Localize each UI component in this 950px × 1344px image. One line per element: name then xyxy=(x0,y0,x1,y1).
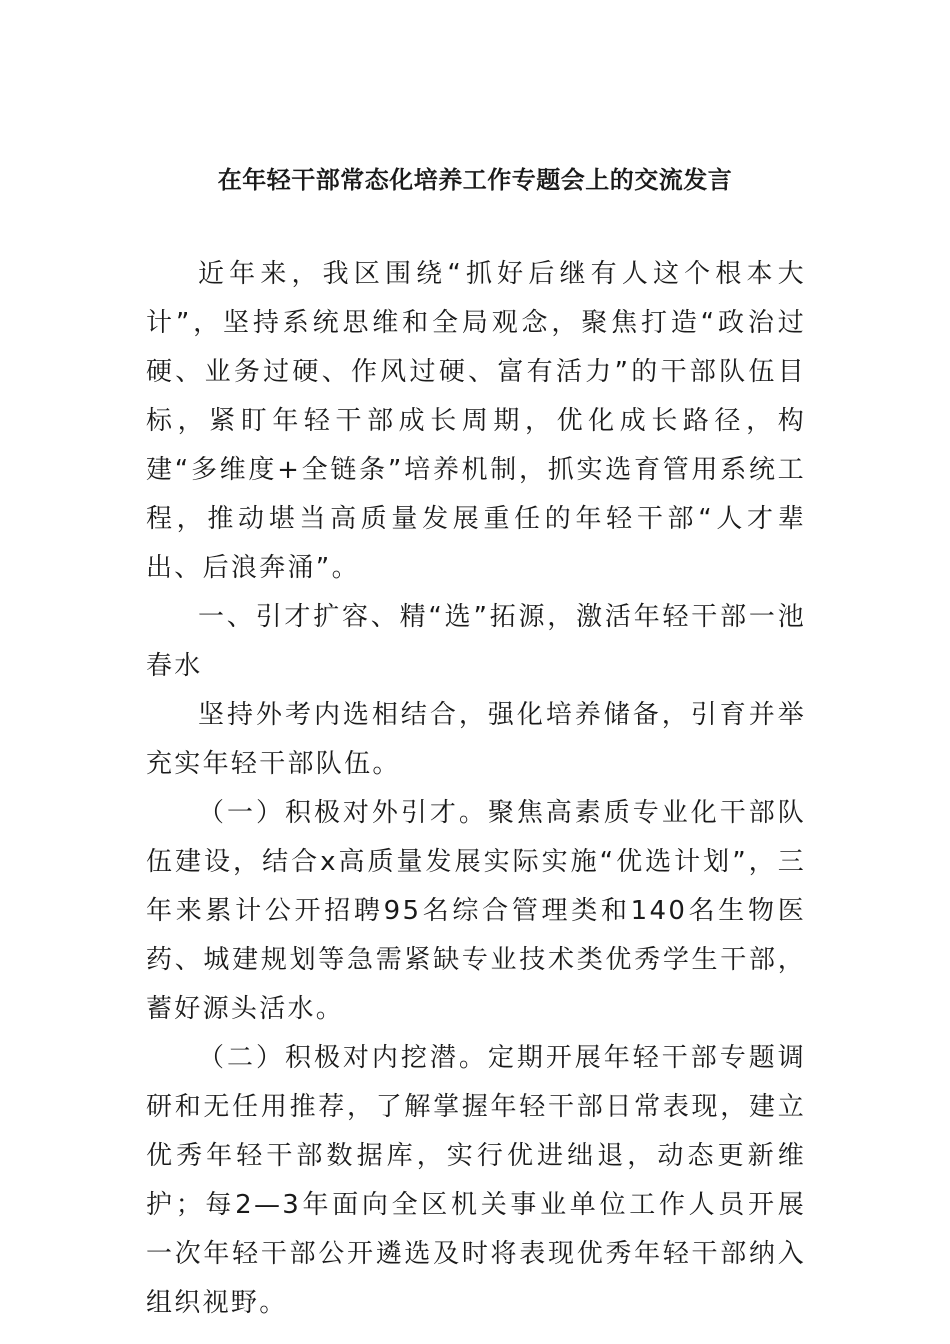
document-title: 在年轻干部常态化培养工作专题会上的交流发言 xyxy=(217,166,733,194)
subsection-paragraph-2: （二）积极对内挖潜。定期开展年轻干部专题调研和无任用推荐，了解掌握年轻干部日常表现，建立优秀年轻干部数据库，实行优进绌退，动态更新维护；每2—3年面向全区机关事业单位工作人员开展一次年轻干部公开遴选及时将表现优秀年轻干部纳入组织视野。 xyxy=(146,1043,806,1318)
intro-paragraph: 近年来，我区围绕“抓好后继有人这个根本大计”，坚持系统思维和全局观念，聚焦打造“政治过硬、业务过硬、作风过硬、富有活力”的干部队伍目标，紧盯年轻干部成长周期，优化成长路径，构建“多维度+全链条”培养机制，抓实选育管用系统工程，推动堪当高质量发展重任的年轻干部“人才辈出、后浪奔涌”。 xyxy=(146,259,806,583)
section-heading-1: 一、引才扩容、精“选”拓源，激活年轻干部一池春水 xyxy=(146,602,806,681)
section-summary-paragraph: 坚持外考内选相结合，强化培养储备，引育并举充实年轻干部队伍。 xyxy=(146,700,806,779)
subsection-paragraph-1: （一）积极对外引才。聚焦高素质专业化干部队伍建设，结合x高质量发展实际实施“优选计划”，三年来累计公开招聘95名综合管理类和140名生物医药、城建规划等急需紧缺专业技术类优秀学生干部，蓄好源头活水。 xyxy=(146,798,806,1024)
document-body xyxy=(146,250,806,1328)
